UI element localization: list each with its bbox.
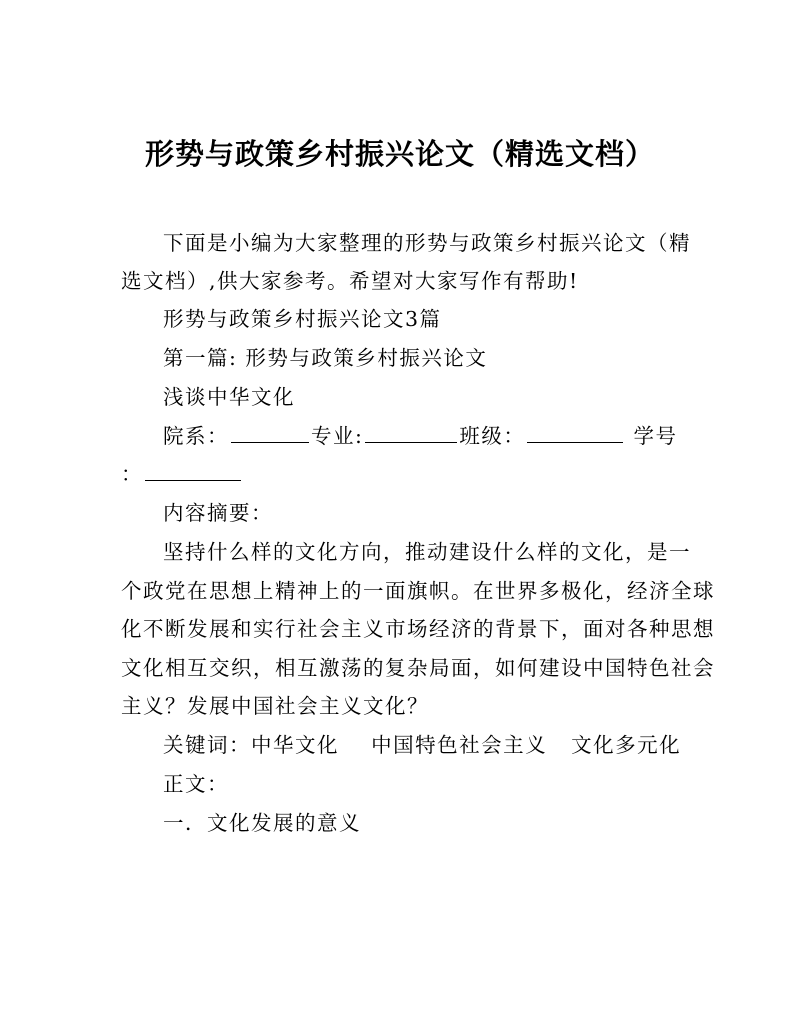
collection-heading: 形势与政策乡村振兴论文3篇 bbox=[163, 307, 442, 331]
dept-label: 院系： bbox=[163, 424, 229, 448]
page-title: 形势与政策乡村振兴论文（精选文档） bbox=[144, 137, 655, 171]
part1-heading: 第一篇: 形势与政策乡村振兴论文 bbox=[163, 346, 488, 370]
abstract-line: 坚持什么样的文化方向，推动建设什么样的文化，是一 bbox=[163, 540, 691, 564]
intro-line-1: 下面是小编为大家整理的形势与政策乡村振兴论文（精 bbox=[163, 231, 691, 255]
keywords-line: 关键词：中华文化 中国特色社会主义 文化多元化 bbox=[163, 733, 682, 757]
section-heading: 一．文化发展的意义 bbox=[163, 811, 361, 835]
essay-title: 浅谈中华文化 bbox=[163, 385, 295, 409]
form-line bbox=[163, 419, 677, 449]
major-label: 专业: bbox=[311, 424, 364, 448]
student-id-colon: ： bbox=[121, 462, 143, 486]
abstract-line: 文化相互交织，相互激荡的复杂局面，如何建设中国特色社会 bbox=[121, 656, 715, 680]
class-label: 班级： bbox=[459, 424, 526, 448]
class-blank bbox=[527, 422, 623, 443]
student-id-label: 学号 bbox=[633, 424, 678, 448]
abstract-line: 化不断发展和实行社会主义市场经济的背景下，面对各种思想 bbox=[121, 617, 715, 641]
abstract-label: 内容摘要： bbox=[163, 501, 273, 525]
abstract-line: 主义？发展中国社会主义文化？ bbox=[121, 694, 429, 718]
dept-blank bbox=[231, 422, 309, 443]
student-id-blank bbox=[145, 460, 241, 481]
major-blank bbox=[365, 422, 457, 443]
body-label: 正文： bbox=[163, 772, 229, 796]
abstract-line: 个政党在思想上精神上的一面旗帜。在世界多极化，经济全球 bbox=[121, 579, 715, 603]
intro-line-2: 选文档）,供大家参考。希望对大家写作有帮助! bbox=[121, 269, 579, 293]
student-id-line bbox=[121, 457, 243, 487]
